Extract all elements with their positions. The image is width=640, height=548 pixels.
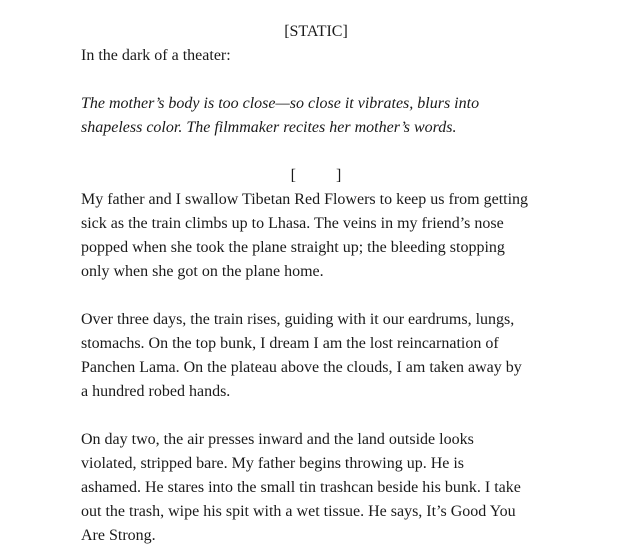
spacer xyxy=(81,404,551,428)
paragraph-line: My father and I swallow Tibetan Red Flowers to keep us from getting xyxy=(81,191,529,208)
paragraph-line: stomachs. On the top bunk, I dream I am the lost reincarnation of xyxy=(81,335,499,352)
section-heading: [STATIC] xyxy=(284,23,348,40)
paragraph-2 xyxy=(81,308,551,404)
paragraph-line: Over three days, the train rises, guiding with it our eardrums, lungs, xyxy=(81,311,515,328)
italic-line: The mother’s body is too close—so close it vibrates, blurs into xyxy=(81,95,480,112)
paragraph-line: Are Strong. xyxy=(81,527,156,544)
italic-passage xyxy=(81,92,551,140)
paragraph-3 xyxy=(81,428,551,548)
intro-line: In the dark of a theater: xyxy=(81,47,231,64)
spacer xyxy=(81,140,551,164)
italic-line: shapeless color. The filmmaker recites her mother’s words. xyxy=(81,119,457,136)
paragraph-1 xyxy=(81,188,551,284)
paragraph-line: ashamed. He stares into the small tin trashcan beside his bunk. I take xyxy=(81,479,521,496)
paragraph-line: violated, stripped bare. My father begins throwing up. He is xyxy=(81,455,465,472)
paragraph-line: sick as the train climbs up to Lhasa. The veins in my friend’s nose xyxy=(81,215,504,232)
bracket-marker: [ ] xyxy=(290,167,342,184)
paragraph-line: out the trash, wipe his spit with a wet tissue. He says, It’s Good You xyxy=(81,503,516,520)
document-page xyxy=(81,20,551,548)
spacer xyxy=(81,68,551,92)
paragraph-line: a hundred robed hands. xyxy=(81,383,231,400)
paragraph-line: only when she got on the plane home. xyxy=(81,263,324,280)
paragraph-line: On day two, the air presses inward and the land outside looks xyxy=(81,431,474,448)
spacer xyxy=(81,284,551,308)
paragraph-line: Panchen Lama. On the plateau above the clouds, I am taken away by xyxy=(81,359,522,376)
paragraph-line: popped when she took the plane straight up; the bleeding stopping xyxy=(81,239,505,256)
